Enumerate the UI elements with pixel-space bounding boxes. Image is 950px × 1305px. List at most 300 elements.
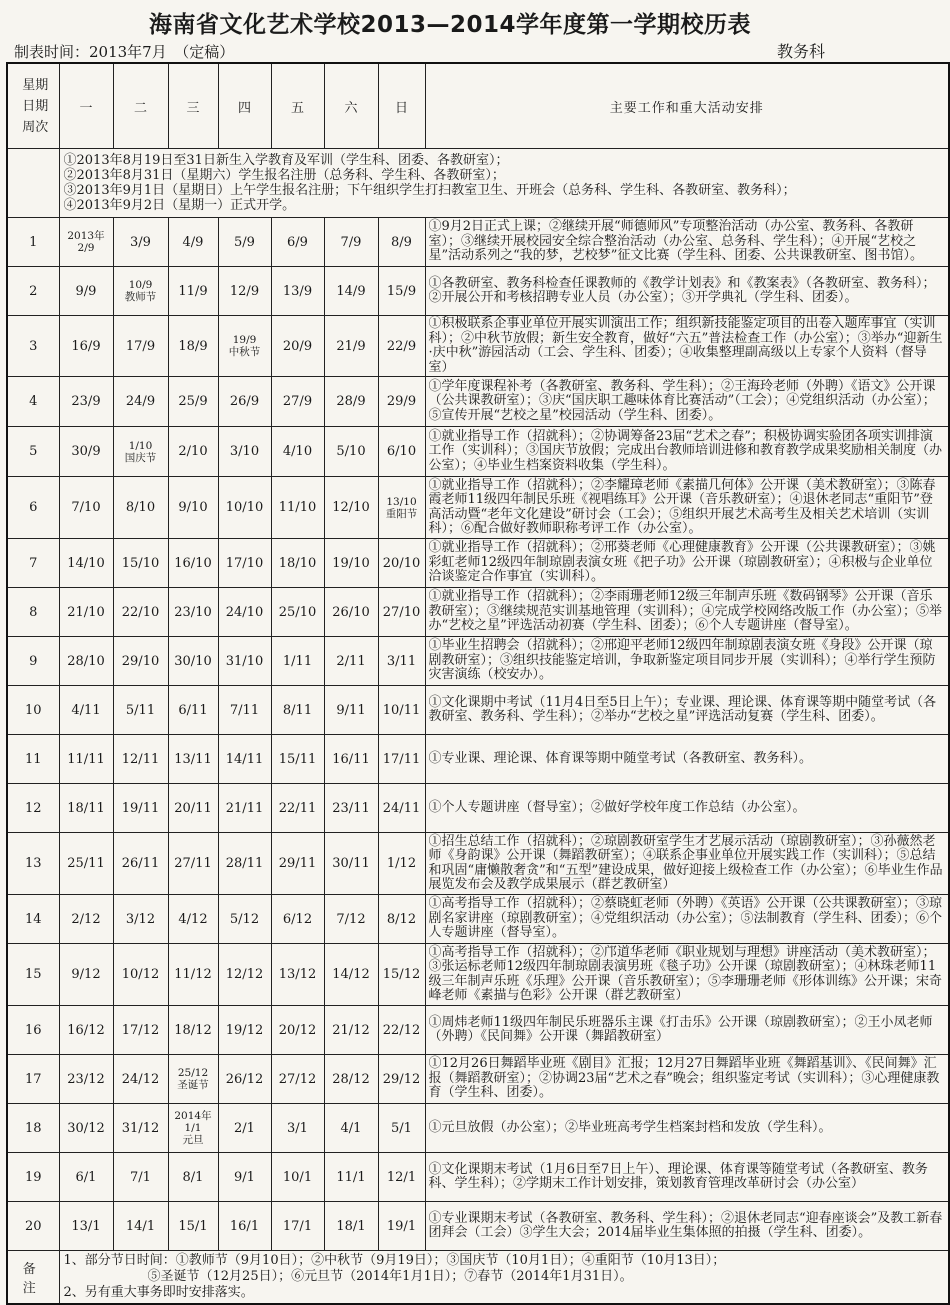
date-value: 30/12 (67, 1120, 105, 1136)
date-cell (59, 218, 113, 267)
date-cell (113, 1104, 168, 1153)
header-day-wed: 三 (168, 63, 218, 149)
date-cell (113, 539, 168, 588)
date-cell (113, 588, 168, 637)
date-value: 3/1 (287, 1120, 308, 1136)
intro-line: ②2013年8月31日（星期六）学生报名注册（总务科、学生科、各教研室）； (63, 168, 505, 183)
date-cell (271, 1104, 324, 1153)
date-cell (271, 833, 324, 895)
date-value: 18/10 (278, 555, 317, 571)
date-cell (271, 539, 324, 588)
date-cell (324, 1202, 378, 1251)
date-cell (324, 377, 378, 427)
date-cell (271, 477, 324, 539)
date-value: 19/9 (232, 334, 257, 346)
date-cell (113, 427, 168, 477)
date-value: 8/12 (386, 911, 417, 927)
date-value: 4/11 (71, 702, 101, 718)
date-cell (59, 895, 113, 944)
week-number: 12 (7, 784, 59, 833)
date-cell (168, 784, 218, 833)
date-value: 20/11 (174, 800, 212, 816)
date-value: 17/1 (282, 1218, 313, 1234)
week-number: 10 (7, 686, 59, 735)
date-cell (324, 1006, 378, 1055)
date-value: 2/12 (71, 911, 101, 927)
date-value: 17/10 (225, 555, 264, 571)
date-cell (218, 539, 271, 588)
intro-line: ③2013年9月1日（星期日）上午学生报名注册；下午组织学生打扫教室卫生、开班会（总务科、学生科、各教研室、教务科）； (63, 183, 796, 198)
date-cell (59, 686, 113, 735)
date-value: 30/9 (71, 444, 101, 459)
date-value: 15/9 (386, 283, 417, 299)
week-number: 5 (7, 427, 59, 477)
week-number: 18 (7, 1104, 59, 1153)
date-cell (324, 477, 378, 539)
date-cell (324, 735, 378, 784)
activity-description: ①各教研室、教务科检查任课教师的《教学计划表》和《教案表》（各教研室、教务科）；②开展公开和考核招聘专业人员（办公室）；③开学典礼（学生科、团委）。 (425, 267, 949, 316)
date-cell (378, 1202, 425, 1251)
date-cell (324, 1104, 378, 1153)
date-cell (378, 539, 425, 588)
date-cell (271, 944, 324, 1006)
header-day-sat: 六 (324, 63, 378, 149)
activity-description: ①高考指导工作（招就科）；②邝道华老师《职业规划与理想》讲座活动（美术教研室）；③张运标老师12级四年制琼剧表演男班《毯子功》公开课（琼剧教研室）；④林珠老师11级三年制声乐班《乐理》公开课（音乐教研室）；⑤李珊珊老师《形体训练》公开课；宋奇峰老师《素描与色彩》公开课（群艺教研室） (425, 944, 949, 1006)
week-row (7, 1104, 949, 1153)
intro-blank (7, 149, 59, 218)
header-day-tue: 二 (113, 63, 168, 149)
date-value: 15/10 (121, 555, 160, 571)
date-value: 8/10 (125, 500, 156, 515)
date-value: 9/9 (75, 283, 97, 299)
date-cell (324, 218, 378, 267)
notes-row (7, 1251, 949, 1305)
date-value: 11/1 (336, 1169, 366, 1185)
date-cell (271, 686, 324, 735)
date-cell (218, 316, 271, 377)
date-cell (168, 588, 218, 637)
date-value: 14/12 (332, 967, 370, 982)
date-value: 2/1 (234, 1120, 255, 1136)
date-value: 21/9 (336, 338, 366, 354)
date-value: 13/11 (174, 751, 212, 767)
date-value: 6/10 (386, 444, 417, 459)
header-main: 主要工作和重大活动安排 (425, 63, 949, 149)
week-number: 11 (7, 735, 59, 784)
date-cell (271, 316, 324, 377)
date-value: 23/11 (332, 800, 370, 816)
date-cell (113, 944, 168, 1006)
date-cell (324, 539, 378, 588)
date-cell (218, 377, 271, 427)
notes-cell (59, 1251, 949, 1305)
date-cell (324, 833, 378, 895)
week-number: 17 (7, 1055, 59, 1104)
date-cell (59, 637, 113, 686)
week-row (7, 588, 949, 637)
date-cell (378, 1006, 425, 1055)
date-cell (59, 1055, 113, 1104)
date-cell (168, 1153, 218, 1202)
date-value: 7/11 (229, 702, 260, 718)
date-value: 27/12 (278, 1071, 317, 1087)
intro-row (7, 149, 949, 218)
date-value: 18/1 (336, 1218, 366, 1234)
date-value: 5/9 (234, 234, 255, 250)
date-cell (168, 539, 218, 588)
date-value: 5/12 (229, 911, 260, 927)
date-value: 10/11 (382, 702, 421, 718)
date-cell (378, 735, 425, 784)
date-cell (271, 637, 324, 686)
date-cell (168, 895, 218, 944)
date-cell (168, 377, 218, 427)
week-number: 9 (7, 637, 59, 686)
week-number: 1 (7, 218, 59, 267)
activity-description: ①毕业生招聘会（招就科）；②邢迎平老师12级四年制琼剧表演女班《身段》公开课（琼剧教研室）；③组织技能鉴定培训，争取新鉴定项目同步开展（实训科）；④举行学生预防灾害演练（校安办）。 (425, 637, 949, 686)
activity-description: ①就业指导工作（招就科）；②邢葵老师《心理健康教育》公开课（公共课教研室）；③姚彩虹老师12级四年制琼剧表演女班《把子功》公开课（琼剧教研室）；④积极与企业单位洽谈鉴定合作事宜（实训科）。 (425, 539, 949, 588)
date-cell (59, 833, 113, 895)
date-value: 12/12 (225, 967, 264, 982)
week-row (7, 377, 949, 427)
date-cell (324, 316, 378, 377)
date-value: 31/10 (225, 653, 264, 669)
activity-description: ①积极联系企事业单位开展实训演出工作；组织新技能鉴定项目的出卷入题库事宜（实训科）；②中秋节放假；新生安全教育，做好“六五”普法检查工作（办公室）；③举办“迎新生·庆中秋”游园活动（工会、学生科、团委）；④收集整理副高级以上专家个人资料（督导室） (425, 316, 949, 377)
date-value: 11/10 (278, 500, 317, 515)
date-cell (378, 377, 425, 427)
week-number: 4 (7, 377, 59, 427)
date-cell (378, 833, 425, 895)
date-cell (271, 1153, 324, 1202)
date-cell (168, 944, 218, 1006)
week-row (7, 267, 949, 316)
date-value: 3/11 (386, 653, 417, 669)
header-label-cell (7, 63, 59, 149)
header-label-date: 日期 (22, 98, 49, 114)
date-cell (324, 1055, 378, 1104)
date-value: 24/9 (125, 394, 156, 409)
date-value: 19/10 (332, 555, 370, 571)
week-number: 14 (7, 895, 59, 944)
date-value: 19/11 (121, 800, 160, 816)
activity-description: ①个人专题讲座（督导室）；②做好学校年度工作总结（办公室）。 (425, 784, 949, 833)
date-cell (271, 377, 324, 427)
date-value: 23/10 (174, 604, 212, 620)
date-value: 28/9 (336, 394, 366, 409)
date-value: 14/1 (125, 1218, 156, 1234)
date-cell (168, 735, 218, 784)
date-cell (218, 686, 271, 735)
date-cell (168, 427, 218, 477)
date-value: 13/12 (278, 967, 317, 982)
date-cell (218, 588, 271, 637)
date-value: 2014年 (174, 1110, 212, 1122)
date-value: 22/12 (382, 1022, 421, 1038)
date-cell (168, 316, 218, 377)
date-cell (218, 1104, 271, 1153)
notes-line: 1、部分节日时间：①教师节（9月10日）；②中秋节（9月19日）；③国庆节（10月1日）；④重阳节（10月13日）； (63, 1253, 726, 1268)
date-value: 26/11 (121, 856, 160, 871)
date-cell (271, 895, 324, 944)
date-value: 20/12 (278, 1022, 317, 1038)
date-cell (113, 784, 168, 833)
date-value: 9/12 (71, 967, 101, 982)
date-value: 9/1 (234, 1169, 255, 1185)
date-value: 10/12 (121, 967, 160, 982)
date-value: 23/12 (67, 1071, 105, 1087)
date-value: 10/9 (128, 279, 153, 291)
date-cell (59, 316, 113, 377)
week-number: 15 (7, 944, 59, 1006)
date-cell (59, 427, 113, 477)
date-cell (378, 944, 425, 1006)
date-cell (378, 1104, 425, 1153)
notes-line: 2、另有重大事务即时安排落实。 (63, 1285, 254, 1300)
date-cell (113, 735, 168, 784)
date-cell (271, 427, 324, 477)
date-value: 16/12 (67, 1022, 105, 1038)
date-cell (113, 1055, 168, 1104)
date-value: 5/1 (391, 1120, 412, 1136)
date-value: 17/9 (125, 338, 156, 354)
date-value: 12/11 (121, 751, 160, 767)
week-row (7, 427, 949, 477)
activity-description: ①高考指导工作（招就科）；②蔡晓虹老师（外聘）《英语》公开课（公共课教研室）；③琼剧名家讲座（琼剧教研室）；④党组织活动（办公室）；⑤法制教育（学生科、团委）；⑥个人专题讲座（督导室）。 (425, 895, 949, 944)
date-cell (59, 1153, 113, 1202)
date-value: 29/9 (386, 394, 417, 409)
date-value: 2/10 (178, 444, 208, 459)
date-value: 19/12 (225, 1022, 264, 1038)
week-number: 3 (7, 316, 59, 377)
date-value: 5/11 (125, 702, 156, 718)
date-value: 27/11 (174, 856, 212, 871)
date-cell (271, 735, 324, 784)
date-value: 13/10 (386, 495, 417, 508)
date-value: 22/11 (278, 800, 317, 816)
date-cell (324, 427, 378, 477)
date-value: 24/11 (382, 800, 421, 816)
activity-description: ①就业指导工作（招就科）；②李耀璋老师《素描几何体》公开课（美术教研室）；③陈春霞老师11级四年制民乐班《视唱练耳》公开课（音乐教研室）；④退休老同志“重阳节”登高活动暨“老年文化建设”研讨会（工会）；⑤组织开展艺术高考生及相关艺术培训（实训科）；⑥配合做好教师职称考评工作（办公室）。 (425, 477, 949, 539)
date-cell (168, 267, 218, 316)
made-time: 制表时间：2013年7月 （定稿） (14, 43, 235, 61)
week-row (7, 477, 949, 539)
week-row (7, 1153, 949, 1202)
date-value: 1/11 (282, 653, 313, 669)
week-number: 8 (7, 588, 59, 637)
date-cell (168, 218, 218, 267)
date-cell (113, 1006, 168, 1055)
activity-description: ①周炜老师11级四年制民乐班器乐主课《打击乐》公开课（琼剧教研室）；②王小凤老师（外聘）《民间舞》公开课（舞蹈教研室） (425, 1006, 949, 1055)
date-value: 27/10 (382, 604, 421, 620)
week-number: 6 (7, 477, 59, 539)
notes-label: 备 注 (7, 1251, 59, 1305)
date-value: 2/11 (336, 653, 366, 669)
date-cell (59, 1104, 113, 1153)
date-value: 4/12 (178, 911, 208, 927)
date-value: 13/1 (71, 1218, 101, 1234)
date-extra: 重阳节 (385, 507, 418, 520)
activity-description: ①就业指导工作（招就科）；②协调筹备23届“艺术之春”；积极协调实验团各项实训排演工作（实训科）；③国庆节放假；完成出台教师培训进修和教育教学成果奖励相关制度（办公室）；④毕业生档案资料收集（学生科）。 (425, 427, 949, 477)
date-cell (378, 1055, 425, 1104)
date-value: 28/11 (225, 856, 264, 871)
date-value: 11/9 (178, 283, 208, 299)
date-cell (218, 637, 271, 686)
date-value: 12/1 (386, 1169, 417, 1185)
date-value: 28/12 (332, 1071, 370, 1087)
date-value: 21/11 (225, 800, 264, 816)
activity-description: ①招生总结工作（招就科）；②琼剧教研室学生才艺展示活动（琼剧教研室）；③孙薇然老师《身韵课》公开课（舞蹈教研室）；④联系企事业单位开展实践工作（实训科）；⑤总结和巩固“庸懒散奢贪”和“五型”建设成果，做好迎接上级检查工作（办公室）；⑥毕业生作品展览发布会及教学成果展示（群艺教研室） (425, 833, 949, 895)
header-day-sun: 日 (378, 63, 425, 149)
date-value: 10/10 (225, 500, 264, 515)
date-cell (218, 1202, 271, 1251)
week-row (7, 1202, 949, 1251)
date-value: 18/9 (178, 338, 208, 354)
date-value: 2013年 (67, 230, 105, 242)
header-day-fri: 五 (271, 63, 324, 149)
header-label-weekday: 星期 (22, 77, 49, 93)
date-cell (168, 833, 218, 895)
date-cell (378, 686, 425, 735)
date-cell (113, 316, 168, 377)
intro-cell (59, 149, 949, 218)
date-value: 8/1 (182, 1169, 204, 1185)
week-row (7, 833, 949, 895)
date-cell (378, 895, 425, 944)
date-cell (59, 377, 113, 427)
date-extra: 中秋节 (228, 346, 261, 358)
date-cell (271, 784, 324, 833)
date-extra: 1/1 (184, 1122, 202, 1134)
date-value: 25/11 (67, 856, 105, 871)
intro-line: ④2013年9月2日（星期一）正式开学。 (63, 198, 296, 213)
intro-line: ①2013年8月19日至31日新生入学教育及军训（学生科、团委、各教研室）； (63, 153, 509, 168)
date-value: 28/10 (67, 653, 105, 669)
date-value: 6/9 (287, 234, 308, 250)
date-value: 23/9 (71, 394, 101, 409)
header-row (7, 63, 949, 149)
date-cell (218, 1055, 271, 1104)
date-value: 8/9 (391, 234, 412, 250)
date-cell (324, 686, 378, 735)
date-value: 1/12 (386, 856, 417, 871)
date-value: 8/11 (282, 702, 313, 718)
date-cell (218, 944, 271, 1006)
date-value: 16/10 (174, 555, 212, 571)
week-row (7, 316, 949, 377)
date-cell (168, 1006, 218, 1055)
date-cell (168, 1104, 218, 1153)
date-value: 27/9 (282, 394, 313, 409)
activity-description: ①12月26日舞蹈毕业班《剧目》汇报；12月27日舞蹈毕业班《舞蹈基训》、《民间舞》汇报（舞蹈教研室）；②协调23届“艺术之春”晚会；组织鉴定考试（实训科）；③心理健康教育（学生科、团委）。 (425, 1055, 949, 1104)
date-cell (113, 477, 168, 539)
date-cell (59, 944, 113, 1006)
date-value: 7/1 (130, 1169, 151, 1185)
date-value: 11/12 (174, 967, 212, 982)
date-value: 20/10 (382, 555, 421, 571)
date-cell (378, 316, 425, 377)
date-value: 17/11 (382, 751, 421, 767)
date-cell (271, 1055, 324, 1104)
date-value: 15/12 (382, 967, 421, 982)
date-cell (271, 267, 324, 316)
date-cell (218, 1006, 271, 1055)
date-value: 17/12 (121, 1022, 160, 1038)
week-number: 19 (7, 1153, 59, 1202)
date-value: 10/1 (282, 1169, 313, 1185)
week-row (7, 944, 949, 1006)
date-cell (324, 1153, 378, 1202)
date-cell (59, 539, 113, 588)
activity-description: ①文化课期末考试（1月6日至7日上午）、理论课、体育课等随堂考试（各教研室、教务科、学生科）；②学期末工作计划安排，策划教育管理改革研讨会（办公室） (425, 1153, 949, 1202)
date-value: 15/11 (278, 751, 317, 767)
activity-description: ①文化课期中考试（11月4日至5日上午）；专业课、理论课、体育课等期中随堂考试（各教研室、教务科、学生科）；②举办“艺校之星”评选活动复赛（学生科、团委）。 (425, 686, 949, 735)
date-value: 25/10 (278, 604, 317, 620)
week-row (7, 735, 949, 784)
date-value: 21/10 (67, 604, 105, 620)
date-extra: 国庆节 (124, 451, 157, 464)
date-value: 16/1 (229, 1218, 260, 1234)
date-cell (113, 267, 168, 316)
date-value: 12/10 (332, 500, 370, 515)
date-cell (168, 637, 218, 686)
date-cell (324, 588, 378, 637)
date-value: 20/9 (282, 338, 313, 354)
date-extra: 圣诞节 (177, 1079, 209, 1091)
date-cell (59, 477, 113, 539)
date-cell (218, 427, 271, 477)
date-value: 22/9 (386, 338, 417, 354)
date-cell (218, 477, 271, 539)
date-value: 9/11 (336, 702, 366, 718)
date-cell (378, 588, 425, 637)
date-value: 3/9 (130, 234, 151, 250)
date-value: 18/12 (174, 1022, 212, 1038)
date-cell (378, 218, 425, 267)
date-value: 16/9 (71, 338, 101, 354)
date-value: 30/10 (174, 653, 212, 669)
date-value: 19/1 (386, 1218, 417, 1234)
date-value: 26/12 (225, 1071, 264, 1087)
date-cell (59, 267, 113, 316)
week-number: 13 (7, 833, 59, 895)
activity-description: ①学年度课程补考（各教研室、教务科、学生科）；②王海玲老师（外聘）《语文》公开课（公共课教研室）；③庆“国庆职工趣味体育比赛活动”（工会）；④党组织活动（办公室）；⑤宣传开展“艺校之星”校园活动（学生科、团委）。 (425, 377, 949, 427)
date-cell (218, 784, 271, 833)
date-extra: 元旦 (182, 1134, 204, 1146)
date-value: 6/1 (75, 1169, 97, 1185)
date-cell (218, 1153, 271, 1202)
date-cell (324, 267, 378, 316)
date-value: 11/11 (67, 751, 105, 767)
date-value: 1/10 (128, 439, 153, 452)
date-value: 16/11 (332, 751, 370, 767)
date-value: 26/9 (229, 394, 260, 409)
date-value: 4/9 (182, 234, 204, 250)
date-cell (271, 1202, 324, 1251)
date-value: 15/1 (178, 1218, 208, 1234)
date-cell (113, 1202, 168, 1251)
header-day-thu: 四 (218, 63, 271, 149)
date-cell (218, 735, 271, 784)
header-label-week: 周次 (22, 119, 49, 135)
date-value: 4/10 (282, 444, 313, 459)
week-row (7, 539, 949, 588)
week-row (7, 218, 949, 267)
week-number: 7 (7, 539, 59, 588)
date-cell (271, 218, 324, 267)
date-cell (271, 588, 324, 637)
date-cell (168, 686, 218, 735)
date-value: 5/10 (336, 444, 366, 459)
